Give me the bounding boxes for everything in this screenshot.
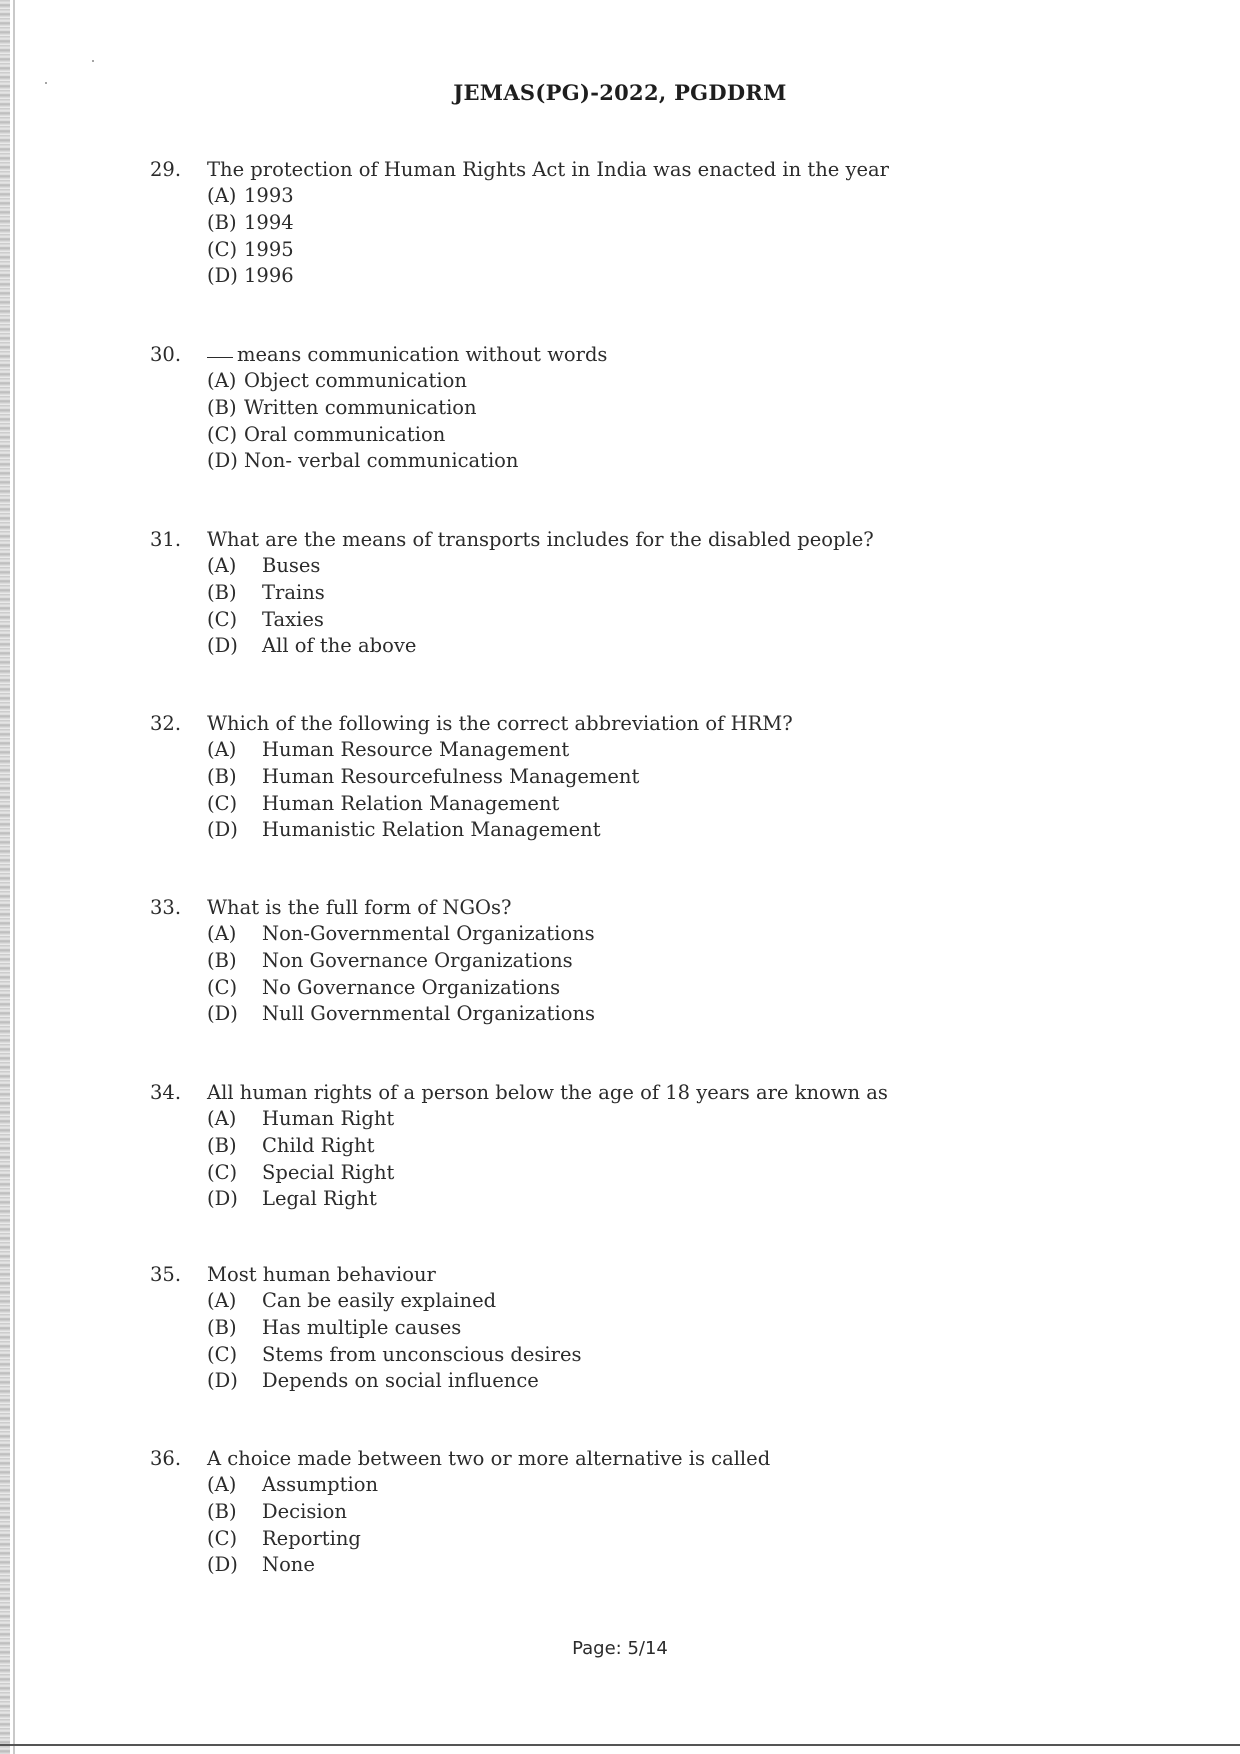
question-30 [150,342,1150,475]
question-35 [150,1262,1150,1395]
option-letter: (C) [207,975,238,999]
option-letter: (A) [207,554,237,577]
question-text: What are the means of transports includes for the disabled people? [207,528,874,551]
option-d [207,817,1150,844]
option-text: 1993 [244,184,294,207]
options-list [207,737,1150,844]
scan-edge-artifact [0,0,10,1754]
option-letter: (B) [207,1315,237,1339]
option-text: Non Governance Organizations [262,948,573,972]
option-letter: (D) [207,634,238,658]
scan-edge-line [13,0,15,1754]
question-29 [150,157,1150,290]
question-number: 33. [150,896,182,919]
option-letter: (D) [207,818,238,842]
option-letter: (D) [207,1369,238,1393]
option-a [207,1472,1150,1499]
option-text: Human Relation Management [262,791,560,815]
option-b [207,1499,1150,1526]
option-text: Special Right [262,1160,395,1184]
option-text: Has multiple causes [262,1315,462,1339]
option-text: Assumption [262,1473,379,1496]
option-text: Written communication [244,395,477,419]
option-text: Trains [262,580,325,604]
page-header-title: JEMAS(PG)-2022, PGDDRM [453,80,787,105]
option-letter: (C) [207,1160,238,1184]
option-letter: (B) [207,1133,237,1157]
option-b [207,948,1150,975]
option-letter: (D) [207,1553,238,1577]
question-text: The protection of Human Rights Act in India was enacted in the year [207,158,890,181]
options-list [207,183,1150,290]
option-letter: (C) [207,607,238,631]
option-text: 1994 [244,210,294,234]
option-text: Reporting [262,1526,361,1550]
option-letter: (A) [207,184,237,207]
option-text: Child Right [262,1133,375,1157]
option-letter: (C) [207,1526,238,1550]
question-33 [150,895,1150,1028]
option-a [207,921,1150,948]
option-text: No Governance Organizations [262,975,561,999]
option-text: None [262,1553,315,1577]
option-d [207,1552,1150,1579]
scan-speck [92,60,94,62]
option-text: Human Resource Management [262,738,570,761]
option-text: Human Resourcefulness Management [262,764,640,788]
option-text: Object communication [244,369,467,392]
question-31 [150,527,1150,660]
option-text: 1995 [244,237,294,261]
options-list [207,1106,1150,1213]
option-d [207,1186,1150,1213]
question-36 [150,1446,1150,1579]
option-letter: (B) [207,1499,237,1523]
option-text: Non-Governmental Organizations [262,922,595,945]
option-letter: (D) [207,449,238,473]
option-text: Decision [262,1499,347,1523]
option-letter: (D) [207,1002,238,1026]
question-text: All human rights of a person below the age of 18 years are known as [207,1081,888,1104]
question-32 [150,711,1150,844]
question-text-with-blank [207,342,607,368]
question-number: 35. [150,1263,182,1286]
options-list [207,921,1150,1028]
option-text: Buses [262,554,321,577]
option-c [207,237,1150,264]
option-d [207,1001,1150,1028]
question-text: Most human behaviour [207,1263,436,1286]
option-letter: (D) [207,264,238,288]
option-d [207,633,1150,660]
option-letter: (A) [207,369,237,392]
question-text: means communication without words [237,343,608,366]
option-letter: (B) [207,395,237,419]
option-a [207,368,1150,395]
option-letter: (C) [207,1342,238,1366]
option-letter: (C) [207,422,238,446]
option-c [207,1160,1150,1187]
option-text: All of the above [262,634,417,658]
question-number: 31. [150,528,182,551]
options-list [207,553,1150,660]
option-b [207,580,1150,607]
option-text: Legal Right [262,1187,377,1211]
option-text: Oral communication [244,422,446,446]
option-b [207,395,1150,422]
option-letter: (B) [207,948,237,972]
option-text: Taxies [262,607,324,631]
fill-in-blank [207,357,233,358]
option-text: 1996 [244,264,294,288]
option-text: Human Right [262,1107,395,1130]
option-letter: (B) [207,580,237,604]
option-a [207,1106,1150,1133]
option-letter: (A) [207,1473,237,1496]
option-letter: (A) [207,738,237,761]
question-number: 30. [150,343,182,366]
question-text: Which of the following is the correct abbreviation of HRM? [207,712,793,735]
question-number: 34. [150,1081,182,1104]
question-34 [150,1080,1150,1213]
question-text: What is the full form of NGOs? [207,896,512,919]
options-list [207,1472,1150,1579]
option-text: Depends on social influence [262,1369,539,1393]
option-d [207,1368,1150,1395]
option-letter: (D) [207,1187,238,1211]
question-number: 32. [150,712,182,735]
option-letter: (C) [207,791,238,815]
option-c [207,975,1150,1002]
option-text: Humanistic Relation Management [262,818,601,842]
options-list [207,1288,1150,1395]
option-b [207,764,1150,791]
option-letter: (A) [207,1107,237,1130]
option-letter: (A) [207,1289,237,1312]
option-b [207,210,1150,237]
option-c [207,1526,1150,1553]
options-list [207,368,1150,475]
option-text: Stems from unconscious desires [262,1342,582,1366]
option-letter: (B) [207,210,237,234]
option-d [207,448,1150,475]
option-d [207,263,1150,290]
option-letter: (C) [207,237,238,261]
option-letter: (A) [207,922,237,945]
option-text: Can be easily explained [262,1289,497,1312]
option-b [207,1133,1150,1160]
option-a [207,183,1150,210]
option-text: Null Governmental Organizations [262,1002,596,1026]
option-a [207,1288,1150,1315]
option-c [207,422,1150,449]
option-a [207,553,1150,580]
question-number: 36. [150,1447,182,1470]
option-b [207,1315,1150,1342]
option-c [207,1342,1150,1369]
question-text: A choice made between two or more alternative is called [207,1447,771,1470]
page-number: Page: 5/14 [572,1638,668,1659]
question-number: 29. [150,158,182,181]
bottom-divider [0,1744,1240,1746]
option-text: Non- verbal communication [244,449,519,473]
option-c [207,607,1150,634]
option-a [207,737,1150,764]
option-letter: (B) [207,764,237,788]
option-c [207,791,1150,818]
